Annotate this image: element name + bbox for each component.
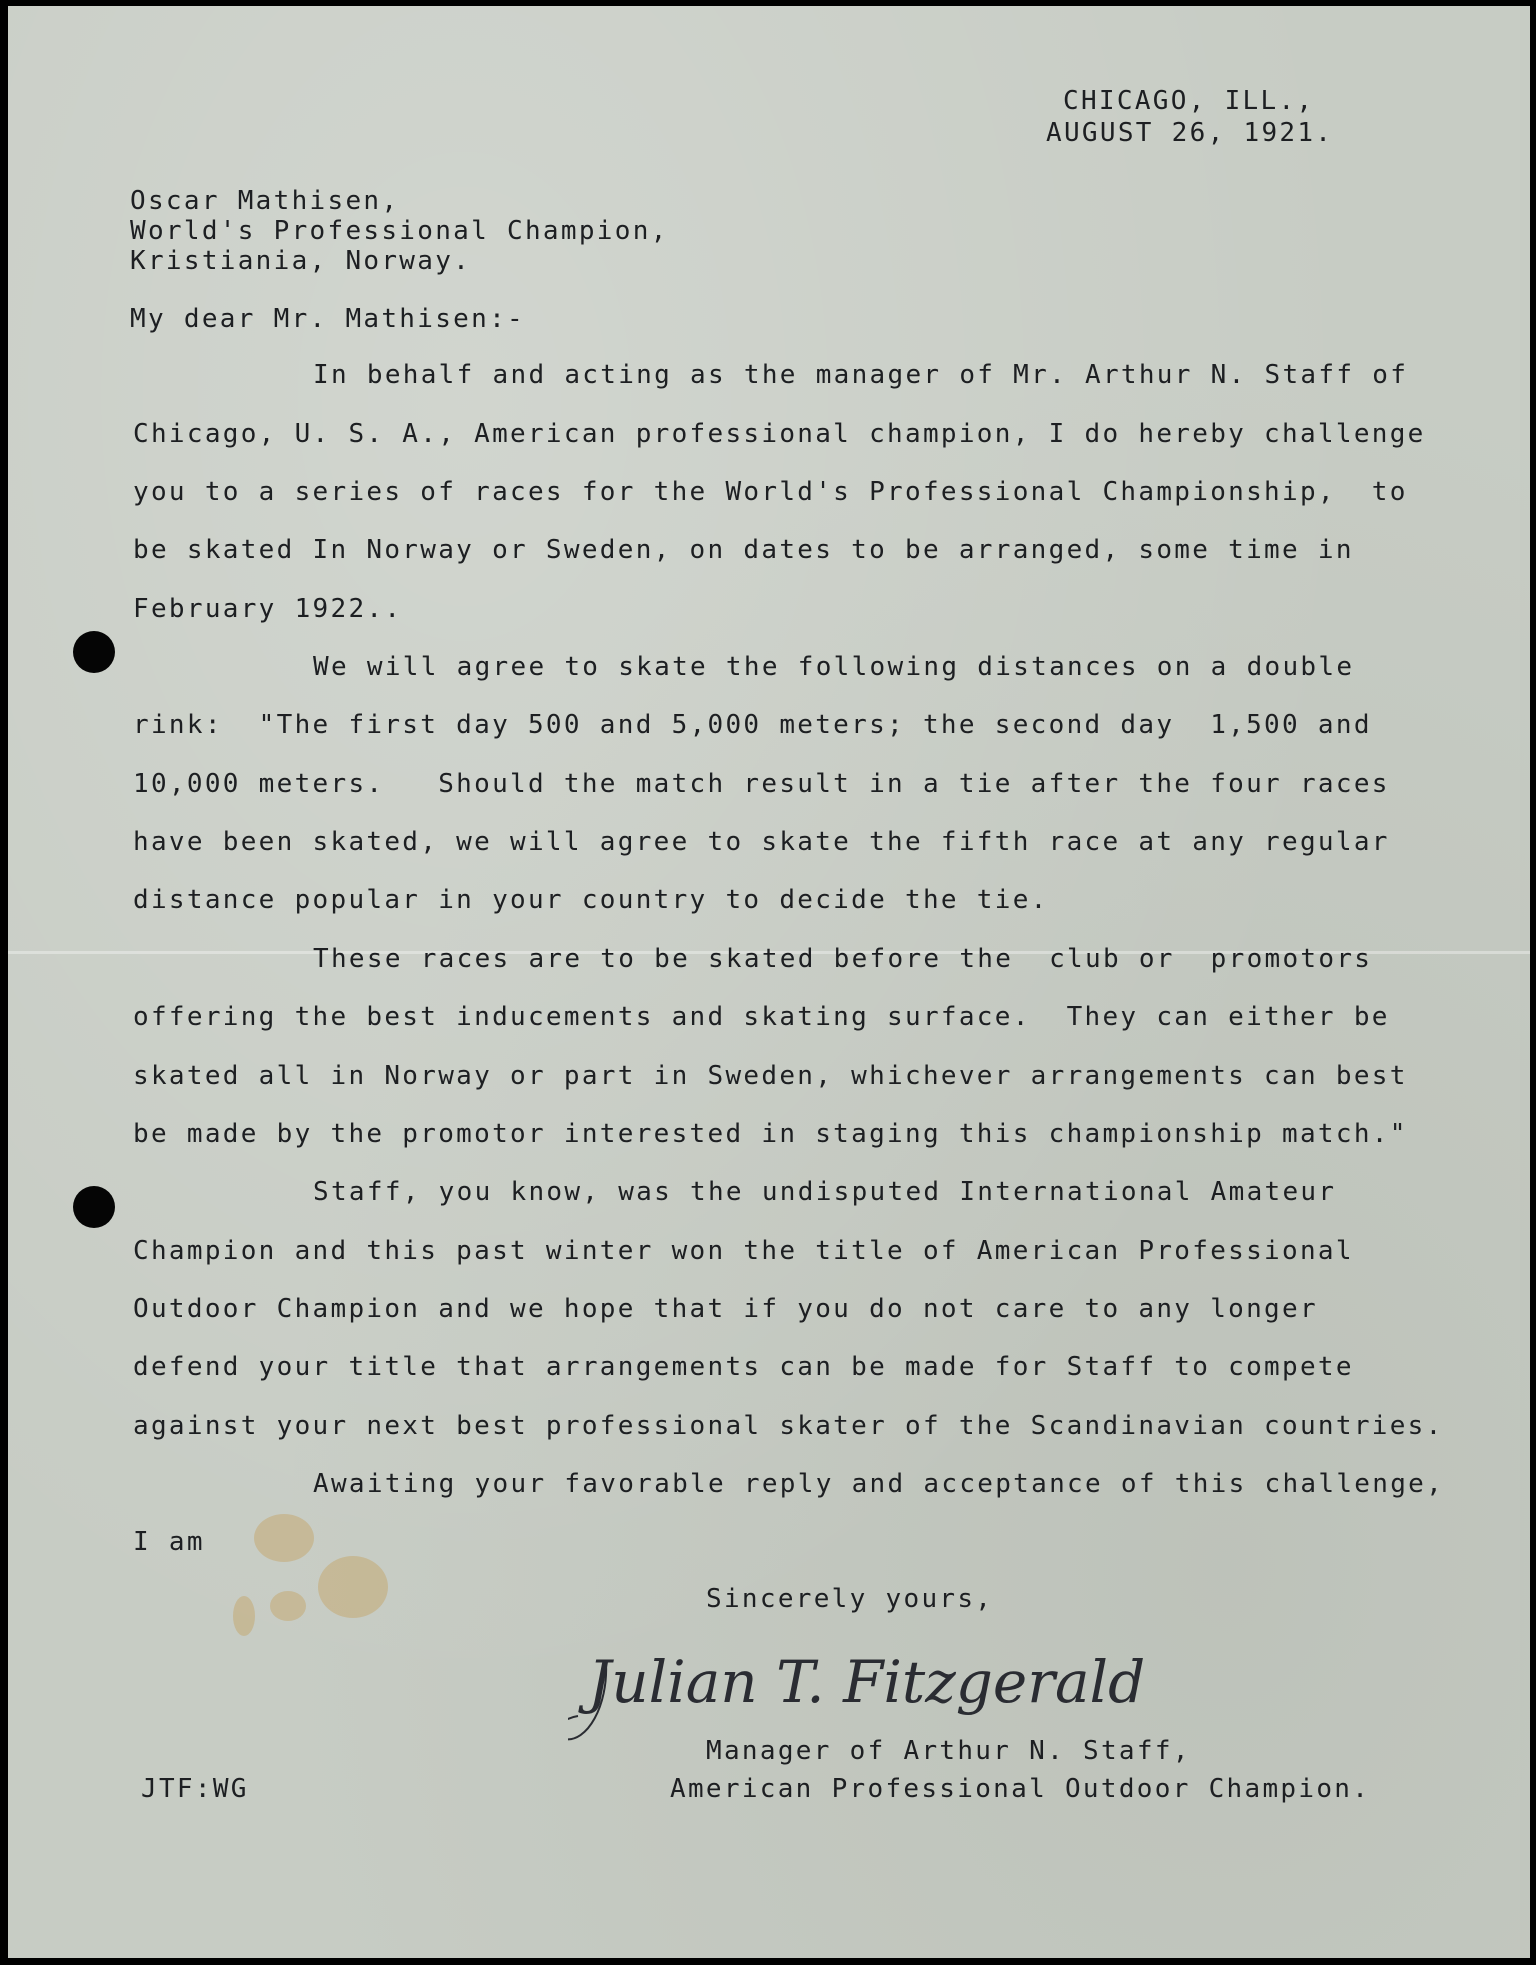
body-line: Staff, you know, was the undisputed International Amateur — [313, 1177, 1337, 1207]
body-line: I am — [133, 1527, 205, 1557]
signer-subtitle: American Professional Outdoor Champion. — [670, 1774, 1371, 1804]
recipient-title: World's Professional Champion, — [130, 216, 669, 246]
salutation: My dear Mr. Mathisen:- — [130, 304, 525, 334]
body-line: Champion and this past winter won the title of American Professional — [133, 1236, 1354, 1266]
body-line: be made by the promotor interested in staging this championship match." — [133, 1119, 1408, 1149]
signer-title: Manager of Arthur N. Staff, — [706, 1736, 1191, 1766]
body-line: rink: "The first day 500 and 5,000 meters; the second day 1,500 and — [133, 710, 1372, 740]
body-line: February 1922.. — [133, 594, 403, 624]
stain — [270, 1591, 306, 1621]
letter-location: CHICAGO, ILL., — [1063, 86, 1315, 116]
body-line: distance popular in your country to decide the tie. — [133, 885, 1049, 915]
stain — [233, 1596, 255, 1636]
body-line: be skated In Norway or Sweden, on dates to be arranged, some time in — [133, 535, 1354, 565]
reference-initials: JTF:WG — [141, 1774, 249, 1804]
body-line: you to a series of races for the World's Professional Championship, to — [133, 477, 1408, 507]
recipient-name: Oscar Mathisen, — [130, 186, 400, 216]
body-line: These races are to be skated before the club or promotors — [313, 944, 1373, 974]
body-line: Awaiting your favorable reply and acceptance of this challenge, — [313, 1469, 1445, 1499]
closing: Sincerely yours, — [706, 1584, 994, 1614]
body-line: have been skated, we will agree to skate the fifth race at any regular — [133, 827, 1390, 857]
body-line: against your next best professional skater of the Scandinavian countries. — [133, 1411, 1444, 1441]
recipient-address: Kristiania, Norway. — [130, 246, 472, 276]
body-line: offering the best inducements and skating surface. They can either be — [133, 1002, 1390, 1032]
body-line: Outdoor Champion and we hope that if you do not care to any longer — [133, 1294, 1318, 1324]
body-line: In behalf and acting as the manager of Mr. Arthur N. Staff of — [313, 360, 1409, 390]
stain — [318, 1556, 388, 1618]
body-line: We will agree to skate the following distances on a double — [313, 652, 1355, 682]
body-line: skated all in Norway or part in Sweden, whichever arrangements can best — [133, 1061, 1408, 1091]
letter-date: AUGUST 26, 1921. — [1046, 118, 1334, 148]
letter-page — [8, 6, 1530, 1958]
body-line: Chicago, U. S. A., American professional champion, I do hereby challenge — [133, 419, 1426, 449]
body-line: 10,000 meters. Should the match result in a tie after the four races — [133, 769, 1390, 799]
punch-hole — [73, 1186, 115, 1228]
body-line: defend your title that arrangements can be made for Staff to compete — [133, 1352, 1354, 1382]
punch-hole — [73, 631, 115, 673]
stain — [254, 1514, 314, 1562]
signature-text: Julian T. Fitzgerald — [588, 1648, 1146, 1716]
